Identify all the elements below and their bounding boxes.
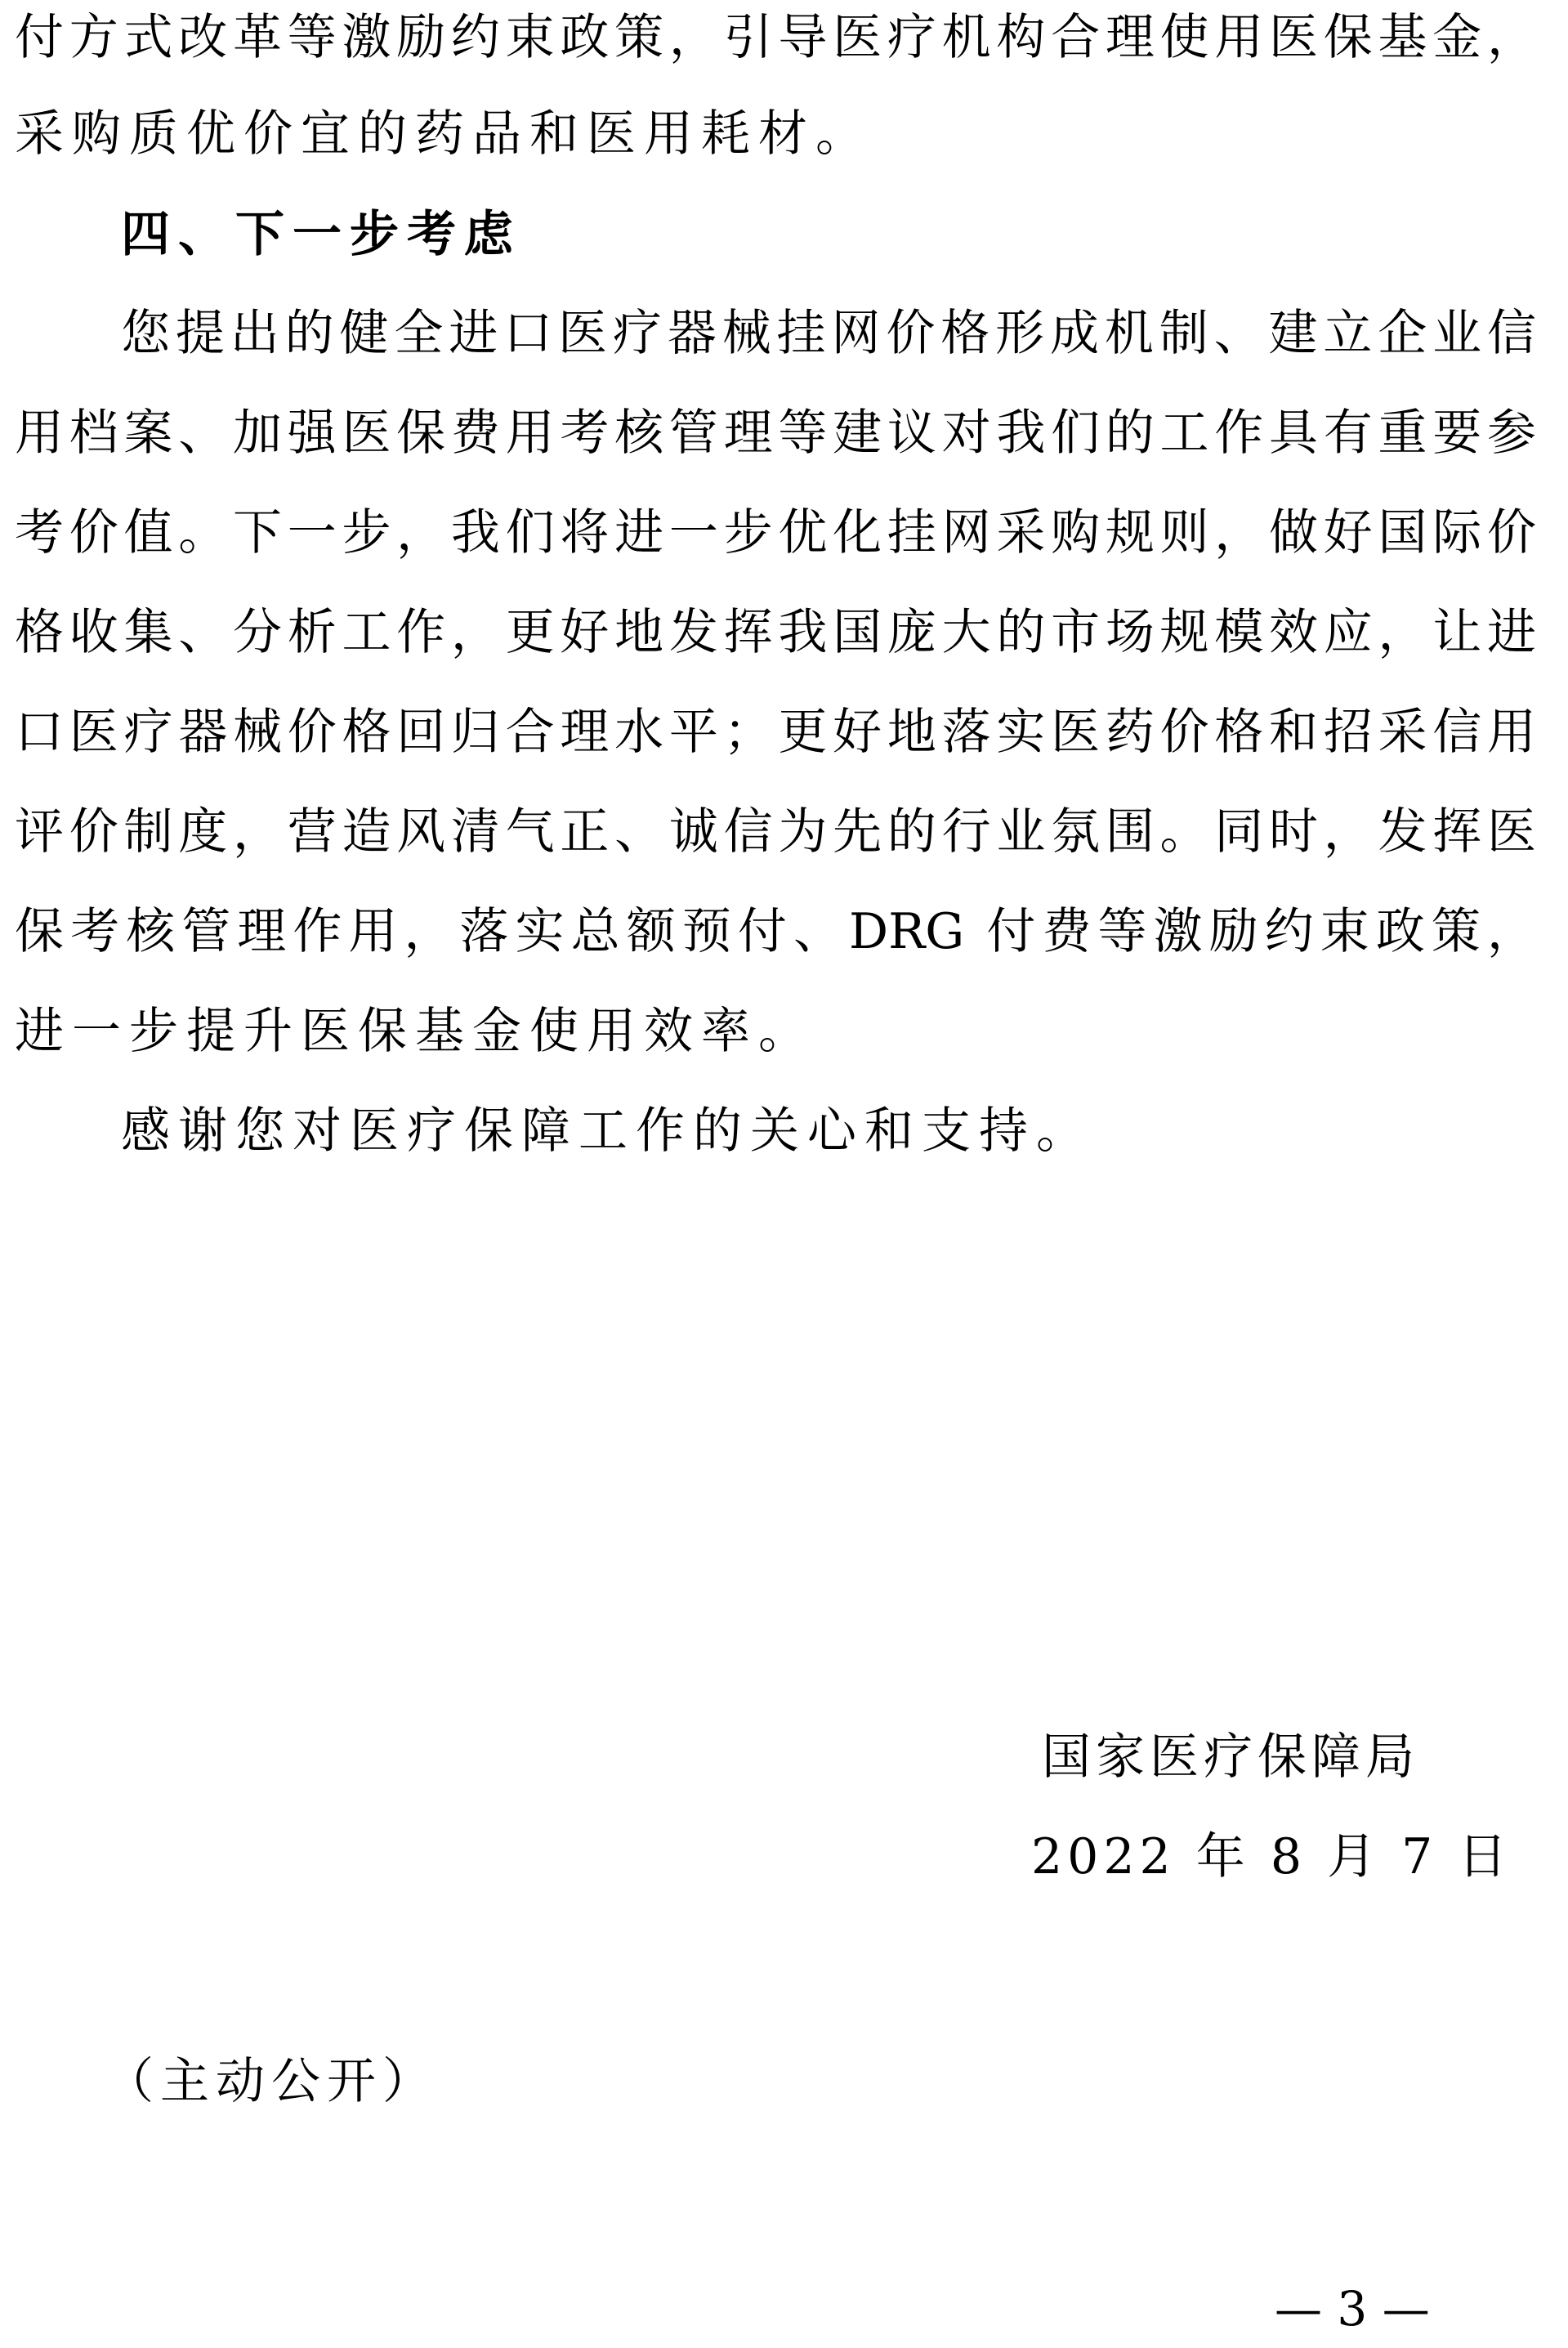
closing-text: 感谢您对医疗保障工作的关心和支持。 xyxy=(121,1102,1093,1160)
disclosure-note: （主动公开） xyxy=(105,2053,438,2110)
body-text-line: 保考核管理作用，落实总额预付、DRG 付费等激励约束政策， xyxy=(15,903,1536,960)
body-text-line: 付方式改革等激励约束政策，引导医疗机构合理使用医保基金， xyxy=(15,9,1536,66)
section-heading: 四、下一步考虑 xyxy=(121,206,521,263)
body-text-line: 考价值。下一步，我们将进一步优化挂网采购规则，做好国际价 xyxy=(15,504,1536,561)
body-text-line: 进一步提升医保基金使用效率。 xyxy=(15,1003,815,1060)
page-number: — 3 — xyxy=(1275,2281,1430,2337)
signature-organization: 国家医疗保障局 xyxy=(1042,1729,1419,1786)
body-text-line: 用档案、加强医保费用考核管理等建议对我们的工作具有重要参 xyxy=(15,405,1536,462)
body-text-line: 口医疗器械价格回归合理水平；更好地落实医药价格和招采信用 xyxy=(15,704,1536,761)
body-text-line: 采购质优价宜的药品和医用耗材。 xyxy=(15,105,873,163)
body-text-line: 格收集、分析工作，更好地发挥我国庞大的市场规模效应，让进 xyxy=(15,604,1536,661)
signature-date: 2022 年 8 月 7 日 xyxy=(1031,1828,1512,1885)
body-text-line: 评价制度，营造风清气正、诚信为先的行业氛围。同时，发挥医 xyxy=(15,803,1536,861)
body-text-line: 您提出的健全进口医疗器械挂网价格形成机制、建立企业信 xyxy=(121,305,1536,362)
